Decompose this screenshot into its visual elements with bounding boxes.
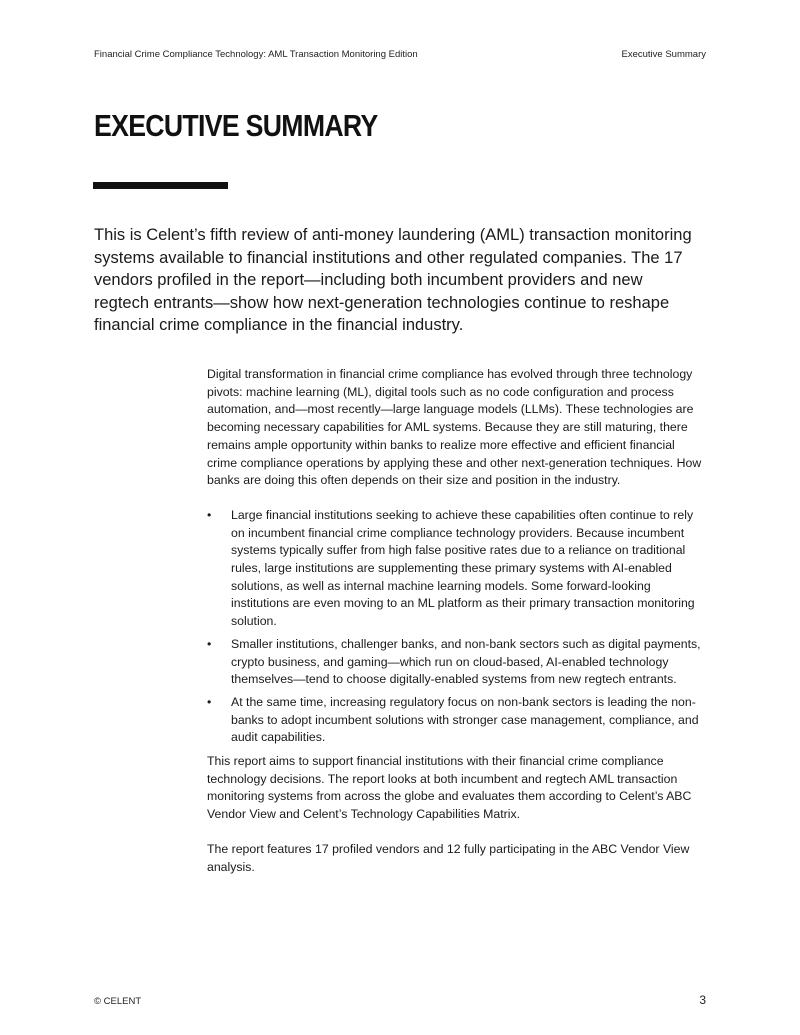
bullet-icon: •: [207, 694, 212, 709]
header-section-name: Executive Summary: [621, 49, 706, 60]
bullet-item-3: [207, 694, 707, 747]
page-number: 3: [699, 993, 706, 1007]
bullet-text: Large financial institutions seeking to achieve these capabilities often continue to rely on incumbent financial crime compliance technology providers. Because incumbent systems typically suffer from high false positive rates due to a reliance on traditional rules, large institutions are supplementing these primary systems with AI-enabled solutions, as well as internal machine learning models. Some forward-looking institutions are even moving to an ML platform as their primary transaction monitoring solution.: [231, 507, 695, 629]
bullet-item-1: [207, 507, 707, 631]
body-column: [207, 366, 707, 876]
bullet-item-2: [207, 636, 707, 689]
bullet-icon: •: [207, 636, 212, 651]
footer-copyright: © CELENT: [94, 996, 142, 1007]
title-underline-rule: [93, 182, 228, 189]
body-paragraph-1: Digital transformation in financial crime compliance has evolved through three technology pivots: machine learning (ML), digital tools such as no code configuration and process automation, and—most recently—large language models (LLMs). These technologies are becoming necessary capabilities for AML systems. Because they are still maturing, there remains ample opportunity within banks to realize more effective and efficient financial crime compliance operations by applying these and other next-generation techniques. How banks are doing this often depends on their size and position in the industry.: [207, 367, 702, 488]
body-paragraph-2: This report aims to support financial institutions with their financial crime compliance technology decisions. The report looks at both incumbent and regtech AML transaction monitoring systems from across the globe and evaluates them according to Celent’s ABC Vendor View and Celent’s Technology Capabilities Matrix.: [207, 754, 692, 822]
bullet-icon: •: [207, 507, 212, 522]
bullet-text: Smaller institutions, challenger banks, and non-bank sectors such as digital payments, crypto business, and gaming—which run on cloud-based, AI-enabled technology themselves—tend to choose digitally-enabled systems from new regtech entrants.: [231, 636, 701, 687]
bullet-text: At the same time, increasing regulatory focus on non-bank sectors is leading the non-banks to adopt incumbent solutions with stronger case management, compliance, and audit capabilities.: [231, 694, 699, 745]
page-footer: [94, 993, 706, 1007]
bullet-list: [207, 507, 707, 747]
page-title: EXECUTIVE SUMMARY: [94, 108, 378, 143]
intro-paragraph: This is Celent’s fifth review of anti-money laundering (AML) transaction monitoring systems available to financial institutions and other regulated companies. The 17 vendors profiled in the report—including both incumbent providers and new regtech entrants—show how next-generation technologies continue to reshape financial crime compliance in the financial industry.: [94, 226, 692, 334]
body-paragraph-3: The report features 17 profiled vendors and 12 fully participating in the ABC Vendor View analysis.: [207, 841, 690, 874]
header-document-title: Financial Crime Compliance Technology: AML Transaction Monitoring Edition: [94, 49, 418, 60]
running-header: [94, 49, 706, 60]
